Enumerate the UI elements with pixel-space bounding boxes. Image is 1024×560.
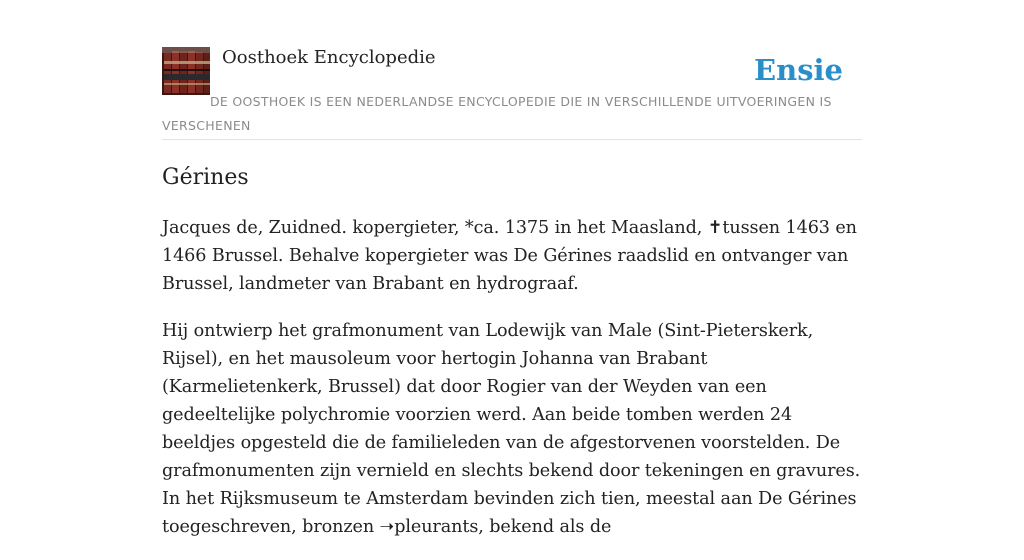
publication-title[interactable]: Oosthoek Encyclopedie <box>222 47 436 68</box>
site-header <box>162 46 862 140</box>
article-paragraph: Hij ontwierp het grafmonument van Lodewijk van Male (Sint-Pieterskerk, Rijsel), en het mausoleum voor hertogin Johanna van Brabant (Karmelietenkerk, Brussel) dat door Rogier van der Weyden van een gedeeltelijke polychromie voorzien werd. Aan beide tomben werden 24 beeldjes opgesteld die de familieleden van de afgestorvenen voorstelden. De grafmonumenten zijn vernield en slechts bekend door tekeningen en gravures. In het Rijksmuseum te Amsterdam bevinden zich tien, meestal aan De Gérines toegeschreven, bronzen ➝pleurants, bekend als de <box>162 321 861 537</box>
article-paragraph: Jacques de, Zuidned. kopergieter, *ca. 1375 in het Maasland, ✝tussen 1463 en 1466 Brussel. Behalve kopergieter was De Gérines raadslid en ontvanger van Brussel, landmeter van Brabant en hydrograaf. <box>162 218 857 294</box>
book-spines-icon <box>162 47 210 95</box>
article <box>162 162 862 560</box>
article-title: Gérines <box>162 165 249 190</box>
publication-avatar[interactable] <box>162 47 210 95</box>
ensie-logo[interactable]: Ensie <box>754 53 843 87</box>
publication-tagline: DE OOSTHOEK IS EEN NEDERLANDSE ENCYCLOPEDIE DIE IN VERSCHILLENDE UITVOERINGEN IS VERSCHENEN <box>162 94 832 133</box>
